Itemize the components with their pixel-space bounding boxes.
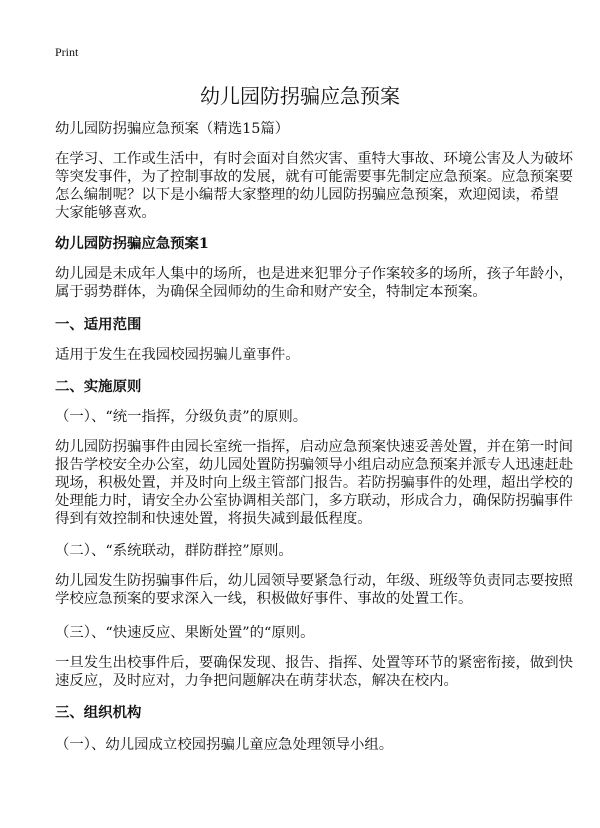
line: 幼儿园发生防拐骗事件后，幼儿园领导要紧急行动，年级、班级等负责同志要按照 — [55, 573, 574, 589]
page-title: 幼儿园防拐骗应急预案 — [200, 84, 400, 108]
line: 幼儿园是未成年人集中的场所，也是进来犯罪分子作案较多的场所，孩子年龄小， — [55, 266, 574, 282]
line: 速反应，及时应对，力争把问题解决在萌芽状态，解决在校内。 — [55, 673, 458, 689]
section-heading: 幼儿园防拐骗应急预案1 — [55, 235, 209, 252]
scope-paragraph: 适用于发生在我园校园拐骗儿童事件。 — [55, 347, 300, 363]
line: 属于弱势群体，为确保全园师幼的生命和财产安全，特制定本预案。 — [55, 284, 487, 300]
line: 大家能够喜欢。 — [55, 205, 156, 221]
principle-3-paragraph — [55, 654, 573, 690]
line: 报告学校安全办公室，幼儿园处置防拐骗领导小组启动应急预案并派专人迅速赶赴 — [55, 457, 574, 473]
principle-2-paragraph — [55, 572, 573, 608]
principle-3-title: （三）、“快速反应、果断处置”的“原则。 — [55, 625, 315, 641]
line: 现场，积极处置，并及时向上级主管部门报告。若防拐骗事件的处理，超出学校的 — [55, 475, 574, 491]
line: 等突发事件，为了控制事故的发展，就有可能需要事先制定应急预案。应急预案要 — [55, 169, 574, 185]
line: 学校应急预案的要求深入一线，积极做好事件、事故的处置工作。 — [55, 591, 473, 607]
principle-1-paragraph — [55, 438, 573, 528]
line: 处理能力时，请安全办公室协调相关部门，多方联动，形成合力，确保防拐骗事件 — [55, 493, 574, 509]
principles-heading: 二、实施原则 — [55, 378, 142, 395]
line: 幼儿园防拐骗事件由园长室统一指挥，启动应急预案快速妥善处置，并在第一时间 — [55, 439, 574, 455]
principle-1-title: （一）、“统一指挥，分级负责”的原则。 — [55, 409, 308, 425]
section-intro-paragraph — [55, 265, 573, 301]
line: 一旦发生出校事件后，要确保发现、报告、指挥、处置等环节的紧密衔接，做到快 — [55, 655, 574, 671]
organization-heading: 三、组织机构 — [55, 704, 142, 721]
intro-paragraph — [55, 150, 573, 222]
print-link[interactable]: Print — [55, 45, 79, 59]
scope-heading: 一、适用范围 — [55, 316, 142, 333]
line: 怎么编制呢？以下是小编帮大家整理的幼儿园防拐骗应急预案，欢迎阅读，希望 — [55, 187, 559, 203]
subtitle: 幼儿园防拐骗应急预案（精选15篇） — [55, 121, 290, 137]
organization-item-1: （一）、幼儿园成立校园拐骗儿童应急处理领导小组。 — [55, 737, 394, 753]
line: 得到有效控制和快速处置，将损失减到最低程度。 — [55, 511, 372, 527]
line: 在学习、工作或生活中，有时会面对自然灾害、重特大事故、环境公害及人为破坏 — [55, 151, 574, 167]
principle-2-title: （二）、“系统联动，群防群控”原则。 — [55, 543, 293, 559]
